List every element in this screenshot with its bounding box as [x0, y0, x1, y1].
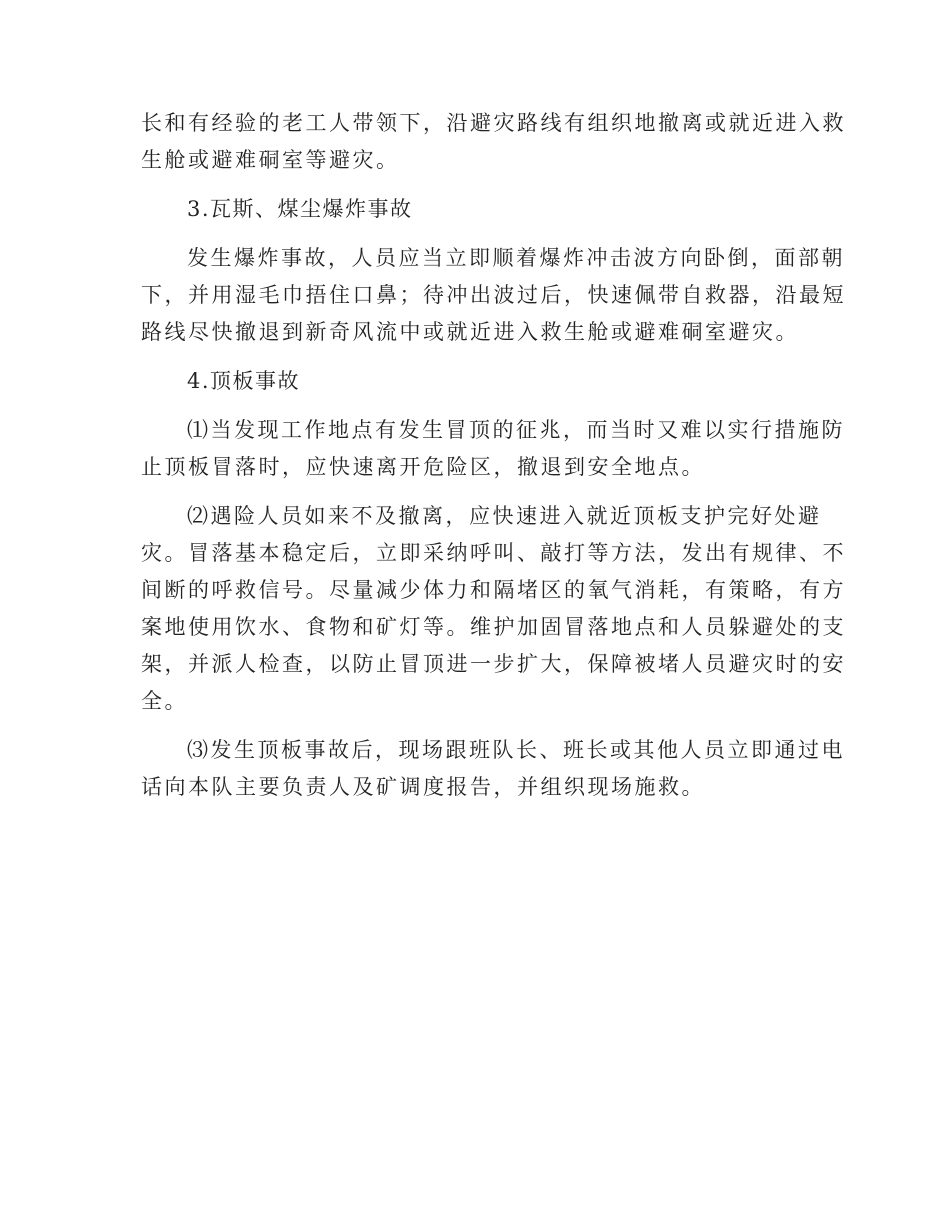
text-line: ⑴当发现工作地点有发生冒顶的征兆，而当时又难以实行措施防 [187, 418, 845, 442]
paragraph-evacuation-continuation [141, 105, 846, 179]
text-line: 发生爆炸事故，人员应当立即顺着爆炸冲击波方向卧倒，面部朝 [187, 246, 845, 270]
text-line: 下，并用湿毛巾捂住口鼻；待冲出波过后，快速佩带自救器，沿最短 [141, 283, 846, 307]
text-line: 话向本队主要负责人及矿调度报告，并组织现场施救。 [141, 775, 705, 799]
text-line: 架，并派人检查，以防止冒顶进一步扩大，保障被堵人员避灾时的安 [141, 652, 846, 676]
section-heading-roof-accident [141, 363, 811, 400]
document-page [141, 105, 846, 806]
text-line: 长和有经验的老工人带领下，沿避灾路线有组织地撤离或就近进入救 [141, 111, 846, 135]
text-line: ⑶发生顶板事故后，现场跟班队长、班长或其他人员立即通过电 [187, 738, 845, 762]
text-line: 路线尽快撤退到新奇风流中或就近进入救生舱或避难硐室避灾。 [141, 320, 799, 344]
text-line: 全。 [141, 689, 188, 713]
paragraph-roof-item-2 [141, 498, 846, 720]
heading-text: 3.瓦斯、煤尘爆炸事故 [187, 197, 413, 221]
text-line: 止顶板冒落时，应快速离开危险区，撤退到安全地点。 [141, 455, 705, 479]
paragraph-explosion-response [141, 240, 846, 351]
paragraph-roof-item-1 [141, 412, 845, 486]
paragraph-roof-item-3 [141, 732, 845, 806]
section-heading-gas-explosion [141, 191, 811, 228]
heading-text: 4.顶板事故 [187, 369, 301, 393]
text-line: 间断的呼救信号。尽量减少体力和隔堵区的氧气消耗，有策略，有方 [141, 578, 846, 602]
text-line: 案地使用饮水、食物和矿灯等。维护加固冒落地点和人员躲避处的支 [141, 615, 846, 639]
text-line: 灾。冒落基本稳定后，立即采纳呼叫、敲打等方法，发出有规律、不 [141, 541, 846, 565]
text-line: ⑵遇险人员如来不及撤离，应快速进入就近顶板支护完好处避 [187, 504, 822, 528]
text-line: 生舱或避难硐室等避灾。 [141, 148, 400, 172]
